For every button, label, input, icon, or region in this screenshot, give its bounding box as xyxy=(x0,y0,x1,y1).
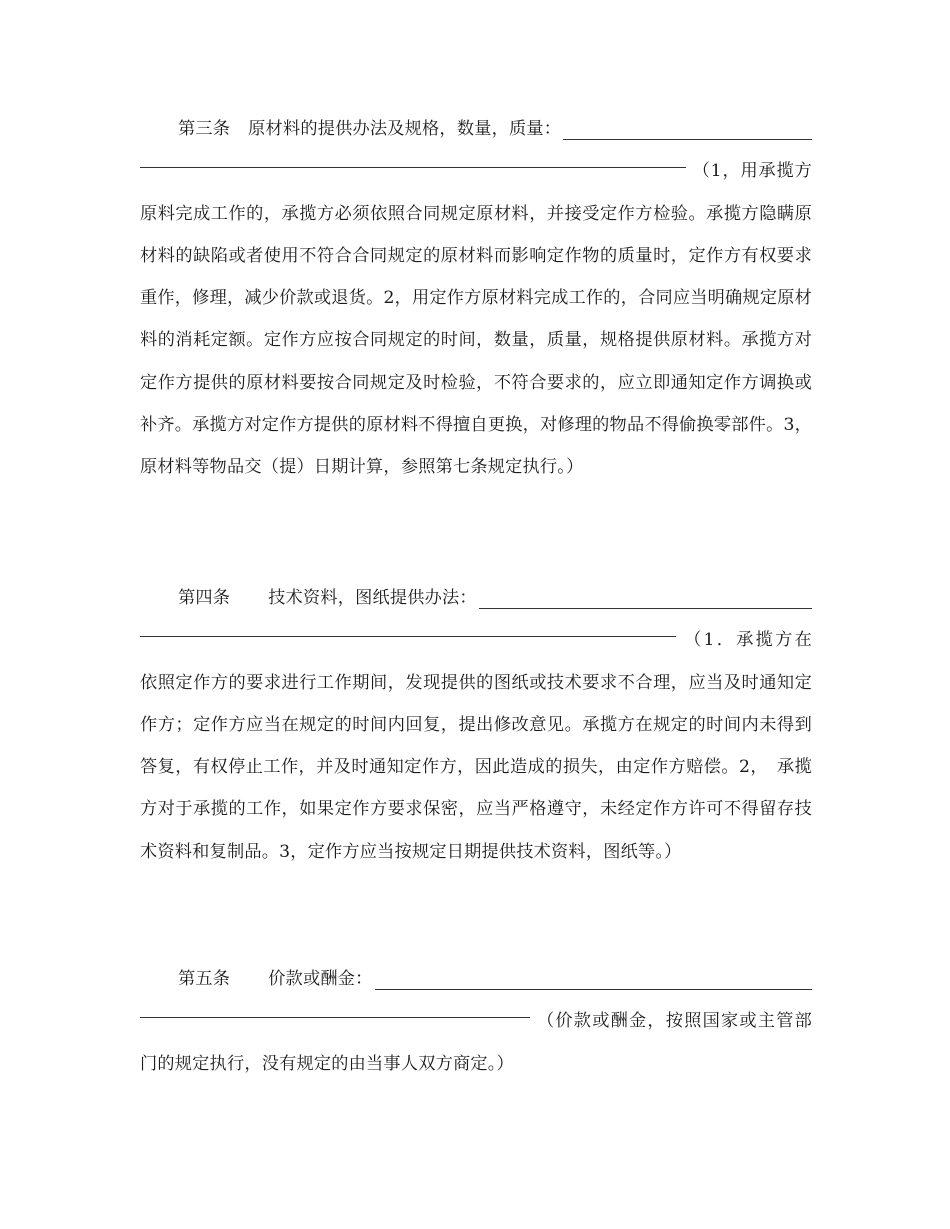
article-5-number: 第五条 xyxy=(178,969,231,989)
article-3-heading xyxy=(140,108,812,150)
article-3-text xyxy=(140,150,812,488)
article-4-title: 技术资料，图纸提供办法： xyxy=(268,588,477,608)
article-5-heading xyxy=(140,958,812,1000)
article-3-title: 原材料的提供办法及规格，数量，质量： xyxy=(248,119,562,139)
article-3-number: 第三条 xyxy=(178,119,231,139)
article-3 xyxy=(140,108,812,489)
article-3-fill-blank[interactable] xyxy=(563,112,812,140)
article-4-fill-blank-2[interactable] xyxy=(140,635,676,637)
article-3-body: （1，用承揽方原料完成工作的，承揽方必须依照合同规定原材料，并接受定作方检验。承揽方隐瞒原材料的缺陷或者使用不符合合同规定的原材料而影响定作物的质量时，定作方有权要求重作，修理，减少价款或退货。2，用定作方原材料完成工作的，合同应当明确规定原材料的消耗定额。定作方应按合同规定的时间，数量，质量，规格提供原材料。承揽方对定作方提供的原材料要按合同规定及时检验，不符合要求的，应立即通知定作方调换或补齐。承揽方对定作方提供的原材料不得擅自更换，对修理的物品不得偷换零部件。3，原材料等物品交（提）日期计算，参照第七条规定执行。） xyxy=(140,161,812,478)
article-4-text xyxy=(140,619,812,873)
article-4-heading xyxy=(140,577,812,619)
article-5 xyxy=(140,958,812,1085)
article-4-body: （1．承揽方在依照定作方的要求进行工作期间，发现提供的图纸或技术要求不合理，应当及时通知定作方；定作方应当在规定的时间内回复，提出修改意见。承揽方在规定的时间内未得到答复，有权停止工作，并及时通知定作方，因此造成的损失，由定作方赔偿。2， 承揽方对于承揽的工作，如果定作方要求保密，应当严格遵守，未经定作方许可不得留存技术资料和复制品。3，定作方应当按规定日期提供技术资料，图纸等。） xyxy=(140,630,812,862)
article-3-fill-blank-2[interactable] xyxy=(140,166,686,168)
article-4-number: 第四条 xyxy=(178,588,231,608)
article-5-fill-blank[interactable] xyxy=(375,962,813,990)
article-5-title: 价款或酬金： xyxy=(268,969,373,989)
article-4 xyxy=(140,577,812,873)
article-5-fill-blank-2[interactable] xyxy=(140,1016,530,1018)
article-5-body: （价款或酬金，按照国家或主管部门的规定执行，没有规定的由当事人双方商定。） xyxy=(140,1011,812,1074)
article-4-fill-blank[interactable] xyxy=(479,581,812,609)
article-5-text xyxy=(140,1000,812,1085)
